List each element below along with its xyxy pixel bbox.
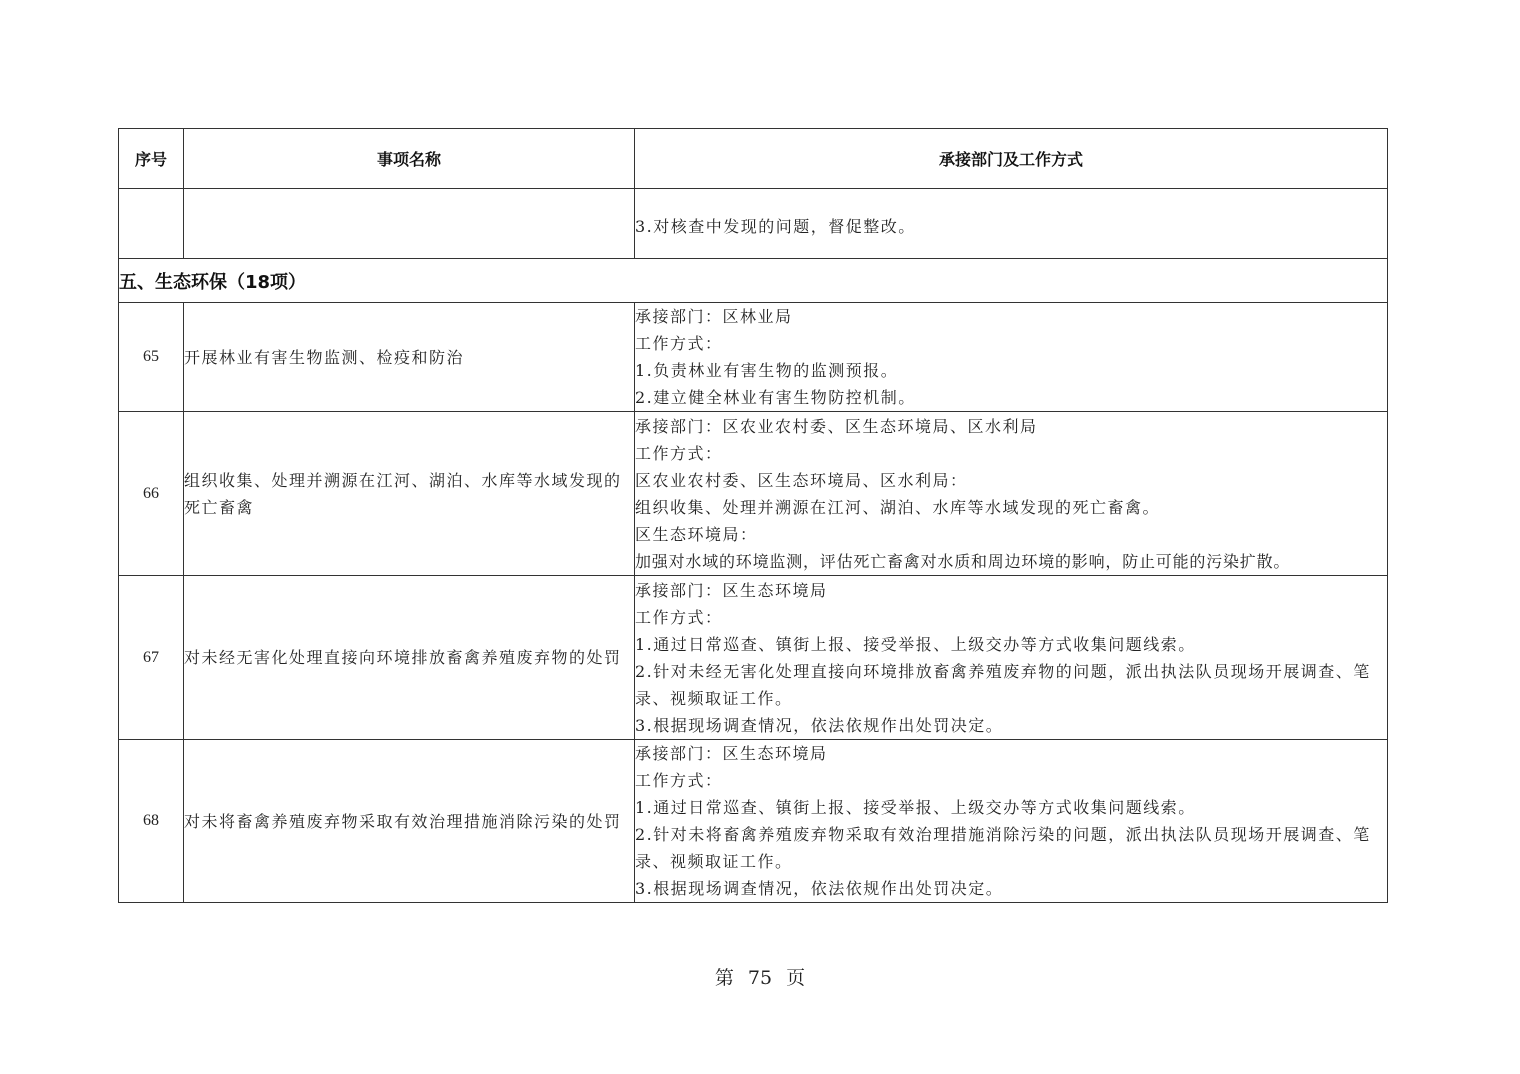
continued-line: 3.对核查中发现的问题，督促整改。 — [635, 216, 916, 236]
body-line: 加强对水域的环境监测，评估死亡畜禽对水质和周边环境的影响，防止可能的污染扩散。 — [635, 551, 1291, 571]
body-line: 3.根据现场调查情况，依法依规作出处罚决定。 — [635, 715, 1004, 735]
body-line: 工作方式： — [635, 443, 723, 463]
continued-row — [119, 189, 1388, 259]
body-line: 工作方式： — [635, 334, 723, 353]
body-line: 2.针对未经无害化处理直接向环境排放畜禽养殖废弃物的问题，派出执法队员现场开展调查、笔录、视频取证工作。 — [635, 661, 1371, 708]
row-name: 对未将畜禽养殖废弃物采取有效治理措施消除污染的处罚 — [184, 740, 635, 903]
continued-name — [184, 189, 635, 259]
body-line: 1.通过日常巡查、镇街上报、接受举报、上级交办等方式收集问题线索。 — [635, 798, 1196, 817]
body-line: 区农业农村委、区生态环境局、区水利局： — [635, 470, 968, 490]
body-line: 工作方式： — [635, 771, 723, 790]
header-dept: 承接部门及工作方式 — [635, 129, 1388, 189]
header-name: 事项名称 — [184, 129, 635, 189]
row-body — [635, 576, 1388, 740]
page-number: 第 75 页 — [714, 967, 806, 989]
table-row — [119, 576, 1388, 740]
section-title: 五、生态环保（18项） — [119, 259, 1388, 303]
table-row — [119, 303, 1388, 412]
body-line: 组织收集、处理并溯源在江河、湖泊、水库等水域发现的死亡畜禽。 — [635, 497, 1161, 517]
section-row — [119, 259, 1388, 303]
body-line: 3.根据现场调查情况，依法依规作出处罚决定。 — [635, 879, 1004, 898]
body-line: 2.针对未将畜禽养殖废弃物采取有效治理措施消除污染的问题，派出执法队员现场开展调查、笔录、视频取证工作。 — [635, 825, 1371, 871]
row-num: 66 — [119, 412, 184, 576]
body-line: 工作方式： — [635, 607, 723, 627]
matters-table — [118, 128, 1388, 903]
body-line: 2.建立健全林业有害生物防控机制。 — [635, 388, 916, 407]
body-line: 区生态环境局： — [635, 524, 758, 544]
row-num: 65 — [119, 303, 184, 412]
header-row — [119, 129, 1388, 189]
continued-body — [635, 189, 1388, 259]
header-num: 序号 — [119, 129, 184, 189]
row-num: 67 — [119, 576, 184, 740]
body-line: 承接部门：区生态环境局 — [635, 580, 828, 600]
row-body — [635, 740, 1388, 903]
row-num: 68 — [119, 740, 184, 903]
table-row — [119, 412, 1388, 576]
body-line: 承接部门：区林业局 — [635, 307, 793, 326]
table-row — [119, 740, 1388, 903]
body-line: 承接部门：区生态环境局 — [635, 744, 828, 763]
body-line: 承接部门：区农业农村委、区生态环境局、区水利局 — [635, 416, 1038, 436]
row-body — [635, 412, 1388, 576]
row-name: 组织收集、处理并溯源在江河、湖泊、水库等水域发现的死亡畜禽 — [184, 412, 635, 576]
body-line: 1.负责林业有害生物的监测预报。 — [635, 361, 899, 380]
row-body — [635, 303, 1388, 412]
continued-num — [119, 189, 184, 259]
row-name: 开展林业有害生物监测、检疫和防治 — [184, 303, 635, 412]
body-line: 1.通过日常巡查、镇街上报、接受举报、上级交办等方式收集问题线索。 — [635, 634, 1196, 654]
row-name: 对未经无害化处理直接向环境排放畜禽养殖废弃物的处罚 — [184, 576, 635, 740]
